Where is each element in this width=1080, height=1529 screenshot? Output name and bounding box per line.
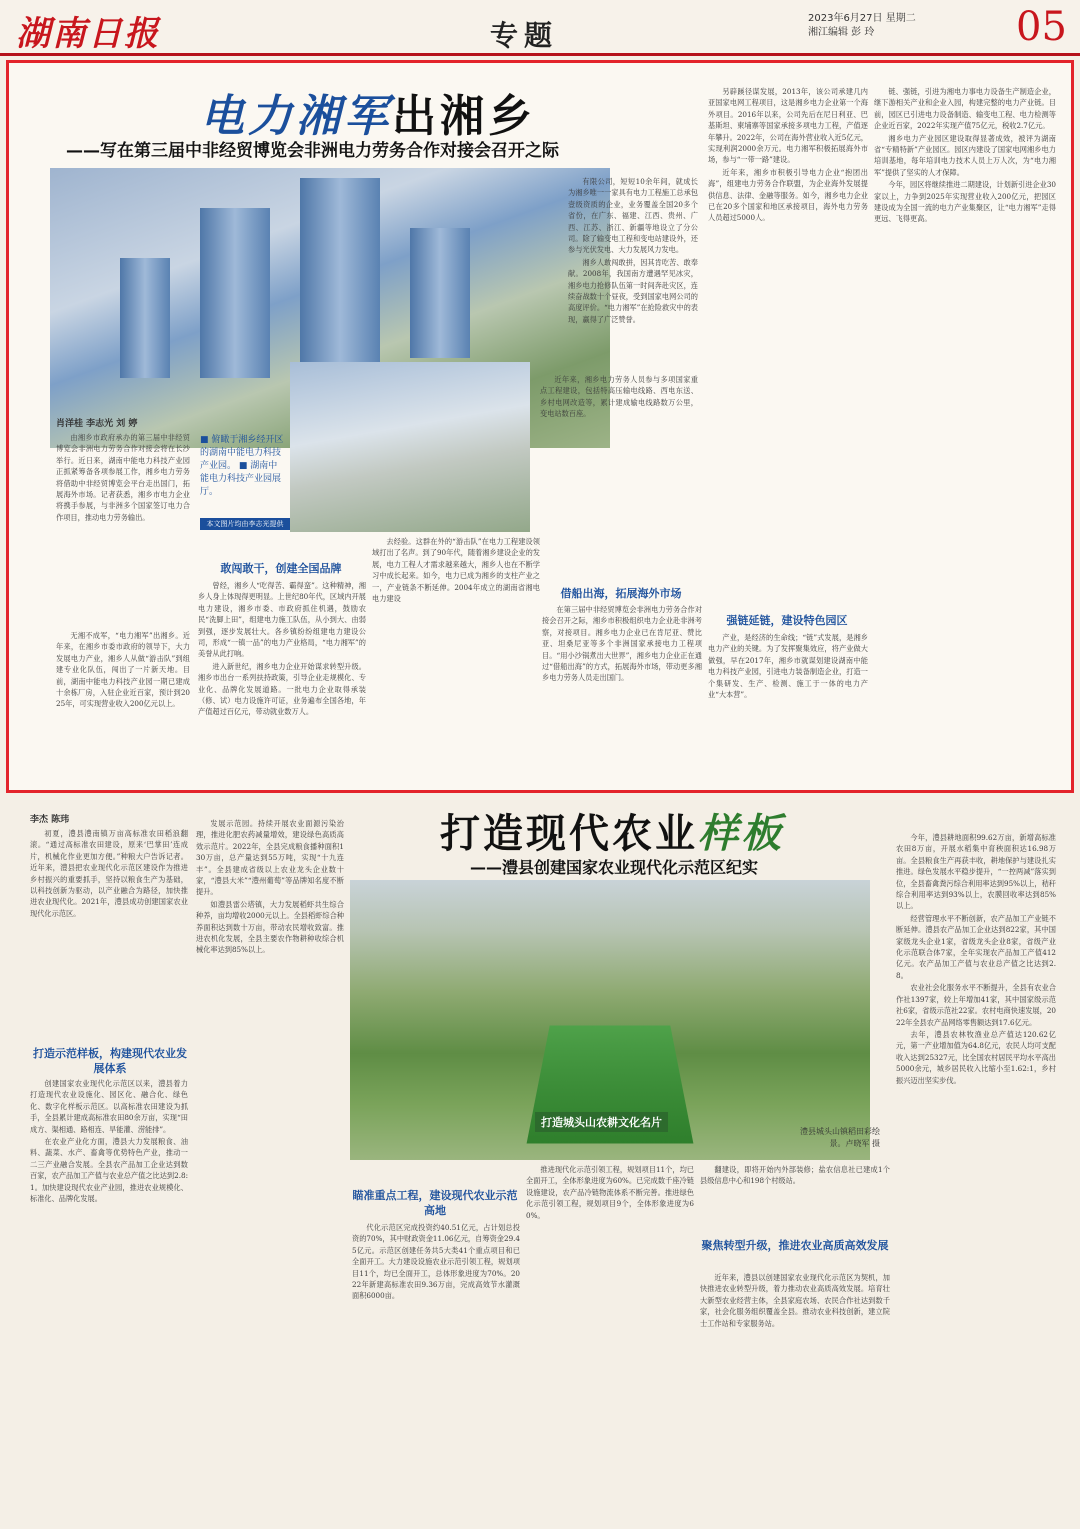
title-main: 打造现代农业 (440, 811, 698, 857)
subheading: 聚焦转型升级，推进农业高质高效发展 (701, 1239, 889, 1252)
text-column: 有限公司，短短10余年间，就成长为湘乡唯一一家具有电力工程施工总承包壹级资质的企业，业务覆盖全国20多个省份，在广东、福建、江西、贵州、广西、江苏、浙江、新疆等地设立了分公司。除了输变电工程和变电站建设外，还参与光伏发电、大力发展风力发电。 湘乡人敢闯敢拼，因其肯吃苦、敢奉献。2008年，我国南方遭遇罕见冰灾，湘乡电力抢修队伍第一时间奔赴灾区，连续奋战数十个昼夜，受到国家电网公司的高度评价。“电力湘军”在抢险救灾中的表现，赢得了广泛赞誉。 (568, 177, 698, 324)
text-column: 近年来，湘乡电力劳务人员参与多项国家重点工程建设，包括特高压输电线路、西电东送、乡村电网改造等，累计建成输电线路数万公里，变电站数百座。 (540, 375, 698, 419)
text-column: 今年，澧县耕地面积99.62万亩，新增高标准农田8万亩，开展水稻集中育秧面积达16.98万亩。全县粮食生产再获丰收，耕地保护与建设扎实推进。绿色发展水平稳步提升，“一控两减”落实到位，全县畜禽粪污综合利用率达到95%以上，秸秆综合利用率达到93%以上，农膜回收率达到85%以上。 经营管理水平不断创新，农产品加工产业链不断延伸。澧县农产品加工企业达到822家，其中国家级龙头企业1家，省级龙头企业8家，省级产业化示范联合体7家，全年实现农产品加工产值412亿元。农产品加工产值与农业总产值之比达到2.8。 农业社会化服务水平不断提升，全县有农业合作社1397家，较上年增加41家，其中国家级示范社6家，省级示范社22家。农村电商快速发展，2022年全县农产品网络零售额达到17.6亿元。 去年，澧县农林牧渔业总产值达120.62亿元，第一产业增加值为64.8亿元，农民人均可支配收入达到25327元，比全国农村居民平均水平高出5000余元，城乡居民收入比缩小至1.62:1，乡村振兴迈出坚实步伐。 (896, 833, 1056, 1085)
text-column: 曾经，湘乡人“吃得苦、霸得蛮”。这种精神，湘乡人身上体现得更明显。上世纪80年代，区域内开展电力建设，湘乡市委、市政府抓住机遇，鼓励农民“洗脚上田”，组建电力施工队伍，从小到大、由弱到强，逐步发展壮大。各乡镇纷纷组建电力建设公司，形成“一镇一品”的电力产业格局，“电力湘军”的美誉从此打响。 进入新世纪，湘乡电力企业开始谋求转型升级。湘乡市出台一系列扶持政策，引导企业走规模化、专业化、品牌化发展道路。一批电力企业取得承装（修、试）电力设施许可证，业务遍布全国各地，年产值超过百亿元，带动就业数万人。 (198, 581, 366, 717)
text-column: 推进现代化示范引领工程，规划项目11个，均已全面开工，全体形象进度为60%。已完成数千座冷链设施建设，农产品冷链物流体系不断完善。推进绿色化示范引领工程，规划项目9个，全体形象进度为60%。 (526, 1165, 694, 1220)
page-number: 05 (1016, 4, 1067, 50)
subheading: 借船出海，拓展海外市场 (560, 587, 682, 600)
author-byline: 肖洋桂 李志光 刘 婷 (56, 419, 138, 429)
text-column: 另辟蹊径谋发展，2013年，该公司承建几内亚国家电网工程项目，这是湘乡电力企业第一个海外项目。2016年以来，公司先后在尼日利亚、巴基斯坦、柬埔寨等国家承接多项电力工程，产值逐年攀升。2022年，公司在海外营业收入近5亿元，实现利润2000余万元。电力湘军积极拓展海外市场，参与“一带一路”建设。 近年来，湘乡市积极引导电力企业“抱团出海”，组建电力劳务合作联盟，为企业海外发展提供信息、法律、金融等服务。如今，湘乡电力企业已在20多个国家和地区承接项目，海外电力劳务人员超过5000人。 (708, 87, 868, 223)
article-subtitle: ——写在第三届中非经贸博览会非洲电力劳务合作对接会召开之际 (66, 141, 559, 161)
text-column: 翻建设，即将开始内外部装修；盐农信息社已建成1个县级信息中心和198个村级站。 (700, 1165, 890, 1186)
title-rest: 出湘乡 (392, 91, 536, 142)
editor-line: 湘江编辑 彭 玲 (808, 27, 875, 38)
text-column: 去经验。这群在外的“游击队”在电力工程建设领域打出了名声。到了90年代，随着湘乡建设企业的发展，电力工程人才需求越来越大，湘乡人也在不断学习中成长起来。如今，电力已成为湘乡的支柱产业之一，产业链条不断延伸。2004年成立的湖南省湘电电力建设 (372, 537, 540, 604)
text-column: 近年来，澧县以创建国家农业现代化示范区为契机，加快推进农业转型升级，着力推动农业高质高效发展。培育壮大新型农业经营主体，全县家庭农场、农民合作社达到数千家，社会化服务组织覆盖全县。推动农业科技创新，建立院士工作站和专家服务站。 (700, 1273, 890, 1328)
text-column: 产业，是经济的生命线；“链”式发展，是湘乡电力产业的关键。为了发挥聚集效应，将产业做大做强，早在2017年，湘乡市就谋划建设湖南中能电力科技产业园，引进电力装备制造企业，打造一个集研发、生产、检测、施工于一体的电力产业“大本营”。 (708, 633, 868, 700)
title-highlight: 电力湘军 (200, 91, 392, 142)
photo-banner: 打造城头山农耕文化名片 (535, 1112, 668, 1132)
article-title (200, 80, 536, 144)
subheading: 敢闯敢干，创建全国品牌 (220, 562, 342, 575)
title-highlight: 样板 (698, 810, 784, 857)
exhibition-hall-photo (290, 362, 530, 532)
article-title (440, 802, 784, 859)
date-line: 2023年6月27日 星期二 (808, 13, 916, 24)
photo-caption: 澧县城头山镇稻田彩绘景。卢晓军 摄 (800, 1127, 880, 1148)
author-byline: 李杰 陈玮 (30, 815, 70, 825)
text-column: 由湘乡市政府承办的第三届中非经贸博览会非洲电力劳务合作对接会将在长沙举行。近日来，湖南中能电力科技产业园正抓紧筹备各项参展工作，湘乡电力劳务将借助中非经贸博览会平台走出国门，拓展海外市场。记者获悉，湘乡市电力企业将携手参展，与非洲多个国家签订电力合作项目，推动电力劳务输出。 (56, 433, 190, 522)
text-column: 无湘不成军，“电力湘军”出湘乡。近年来，在湘乡市委市政府的领导下，大力发展电力产业，湘乡人从做“游击队”到组建专业化队伍，闯出了一片新天地。目前，湖南中能电力科技产业园一期已建成十余栋厂房，入驻企业近百家，预计到2025年，可实现营业收入200亿元以上。 (56, 631, 190, 709)
newspaper-logo[interactable]: 湖南日报 (16, 14, 160, 54)
photo-credit: 本文图片均由李志光提供 (200, 518, 290, 530)
text-column: 代化示范区完成投资约40.51亿元，占计划总投资的70%，其中财政资金11.06亿元，自筹资金29.45亿元。示范区创建任务共5大类41个重点项目和已全面开工。大力建设设施农业示范引领工程，规划项目11个，均已全面开工，总体形象进度为70%。2022年新建高标准农田9.36万亩，完成高效节水灌溉面积6000亩。 (352, 1223, 520, 1301)
text-column: 在第三届中非经贸博览会非洲电力劳务合作对接会召开之际，湘乡市积极组织电力企业赴非洲考察，对接项目。湘乡电力企业已在肯尼亚、赞比亚、坦桑尼亚等多个非洲国家承接电力工程项目。“用小沙锅煮出大世界”，湘乡电力企业正在通过“借船出海”的方式，拓展海外市场，带动更多湘乡电力劳务人员走出国门。 (542, 605, 702, 683)
date-info (808, 12, 916, 40)
subheading: 打造示范样板，构建现代农业发展体系 (33, 1047, 187, 1075)
subheading: 强链延链，建设特色园区 (726, 614, 848, 627)
text-column: 创建国家农业现代化示范区以来，澧县着力打造现代农业设施化、园区化、融合化、绿色化、数字化样板示范区。以高标准农田建设为抓手，全县累计建成高标准农田80余万亩，实现“田成方、渠相通、路相连、旱能灌、涝能排”。 在农业产业化方面，澧县大力发展粮食、油料、蔬菜、水产、畜禽等优势特色产业，推动一二三产业融合发展。全县农产品加工企业达到数百家，农产品加工产值与农业总产值之比达到2.8:1。加快建设现代农业产业园，推进农业规模化、标准化、品牌化发展。 (30, 1079, 188, 1204)
article-subtitle: ——澧县创建国家农业现代化示范区纪实 (470, 858, 759, 877)
text-column: 发展示范园。持续开展农业面源污染治理，推进化肥农药减量增效，建设绿色高质高效示范片。2022年，全县完成粮食播种面积130万亩，总产量达到55万吨，实现“十九连丰”。全县建成省级以上农业龙头企业数十家，“澧县大米”“澧州葡萄”等品牌知名度不断提升。 如澧县雷公塔镇，大力发展稻虾共生综合种养，亩均增收2000元以上。全县稻虾综合种养面积达到数十万亩，带动农民增收致富。推进农机化发展，全县主要农作物耕种收综合机械化率达到85%以上。 (196, 819, 344, 955)
text-column: 链、强链，引进为湘电力事电力设备生产制造企业，继下游相关产业和企业入园，构建完整的电力产业链。目前，园区已引进电力设备制造、输变电工程、电力检测等企业近百家，2022年实现产值75亿元，税收2.7亿元。 湘乡电力产业园区建设取得显著成效，被评为湖南省“专精特新”产业园区。园区内建设了国家电网湘乡电力培训基地，每年培训电力技术人员上万人次，为“电力湘军”提供了坚实的人才保障。 今年，园区将继续推进二期建设，计划新引进企业30家以上，力争到2025年实现营业收入200亿元，把园区建设成为全国一流的电力产业集聚区，让“电力湘军”走得更远、飞得更高。 (874, 87, 1056, 224)
subheading: 瞄准重点工程，建设现代农业示范高地 (352, 1189, 518, 1217)
section-title: 专题 (490, 19, 559, 52)
text-column: 初夏，澧县澧南镇万亩高标准农田稻浪翻滚。“通过高标准农田建设，原来‘巴掌田’连成片，机械化作业更加方便。”种粮大户告诉记者。近年来，澧县把农业现代化示范区建设作为推进乡村振兴的重要抓手，坚持以粮食生产为基础，以科技创新为驱动，以产业融合为路径，加快推进农业现代化。2021年，澧县成功创建国家农业现代化示范区。 (30, 829, 188, 918)
photo-caption: ■ 俯瞰于湘乡经开区的湖南中能电力科技产业园。 ■ 湖南中能电力科技产业园展厅。 (200, 435, 284, 497)
